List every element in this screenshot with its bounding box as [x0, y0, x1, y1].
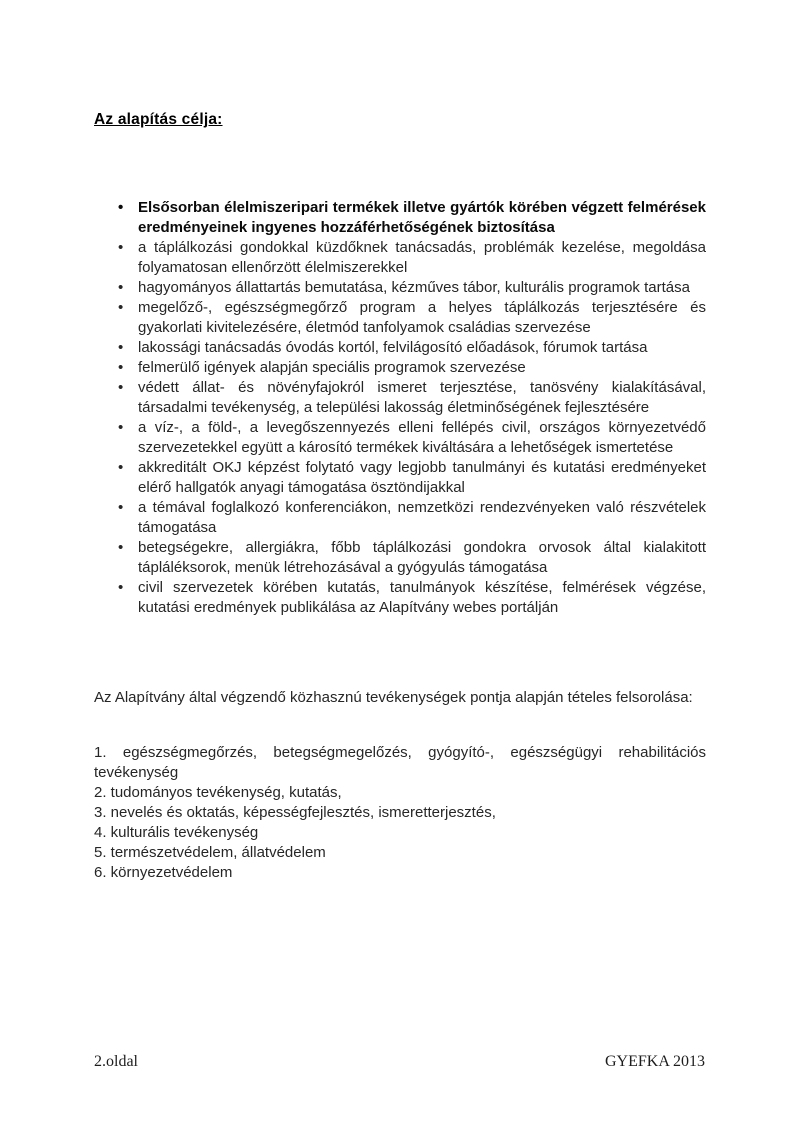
bullet-marker-icon: • [118, 539, 124, 556]
bullet-item-text: betegségekre, allergiákra, főbb táplálkozási gondokra orvosok által kialakitott tápláléksorok, menük létrehozásával a gyógyulás támogatása [138, 539, 706, 576]
bullet-item-text: Elsősorban élelmiszeripari termékek illetve gyártók körében végzett felmérések eredményeinek ingyenes hozzáférhetőségének biztosítása [138, 199, 706, 236]
bullet-marker-icon: • [118, 359, 124, 376]
bullet-item [94, 578, 706, 618]
bullet-marker-icon: • [118, 239, 124, 256]
numbered-item [94, 803, 706, 823]
bullet-item [94, 378, 706, 418]
numbered-item-text: 6. környezetvédelem [94, 864, 233, 881]
bullet-item-text: hagyományos állattartás bemutatása, kézműves tábor, kulturális programok tartása [138, 279, 690, 296]
bullet-marker-icon: • [118, 579, 124, 596]
bullet-item [94, 358, 706, 378]
bullet-marker-icon: • [118, 499, 124, 516]
numbered-item-text: 4. kulturális tevékenység [94, 824, 259, 841]
activities-intro-paragraph: Az Alapítvány által végzendő közhasznú tevékenységek pontja alapján tételes felsorolása: [94, 689, 693, 706]
bullet-item [94, 278, 706, 298]
bullet-item [94, 338, 706, 358]
bullet-item [94, 238, 706, 278]
bullet-marker-icon: • [118, 279, 124, 296]
numbered-item [94, 823, 706, 843]
purpose-bullet-list [94, 198, 706, 618]
bullet-marker-icon: • [118, 199, 124, 216]
bullet-marker-icon: • [118, 379, 124, 396]
bullet-item-text: lakossági tanácsadás óvodás kortól, felvilágosító előadások, fórumok tartása [138, 339, 648, 356]
bullet-item-text: megelőző-, egészségmegőrző program a helyes táplálkozás terjesztésére és gyakorlati kivitelezésére, életmód tanfolyamok családias szervezése [138, 299, 706, 336]
numbered-item [94, 843, 706, 863]
bullet-item-text: civil szervezetek körében kutatás, tanulmányok készítése, felmérések végzése, kutatási eredmények publikálása az Alapítvány webes portálján [138, 579, 706, 616]
page-number: 2.oldal [94, 1053, 138, 1070]
numbered-item [94, 743, 706, 783]
bullet-item-text: védett állat- és növényfajokról ismeret terjesztése, tanösvény kialakításával, társadalmi tevékenység, a települési lakosság életminőségének fejlesztésére [138, 379, 706, 416]
bullet-marker-icon: • [118, 339, 124, 356]
bullet-item-text: felmerülő igények alapján speciális programok szervezése [138, 359, 526, 376]
bullet-item-text: a témával foglalkozó konferenciákon, nemzetközi rendezvényeken való részvételek támogatása [138, 499, 706, 536]
numbered-item-text: 2. tudományos tevékenység, kutatás, [94, 784, 342, 801]
numbered-item [94, 863, 706, 883]
numbered-list [94, 743, 706, 883]
numbered-item-text: 5. természetvédelem, állatvédelem [94, 844, 326, 861]
bullet-item [94, 198, 706, 238]
bullet-marker-icon: • [118, 299, 124, 316]
bullet-item-text: a táplálkozási gondokkal küzdőknek tanácsadás, problémák kezelése, megoldása folyamatosan ellenőrzött élelmiszerekkel [138, 239, 706, 276]
numbered-item [94, 783, 706, 803]
numbered-item-text: 3. nevelés és oktatás, képességfejlesztés, ismeretterjesztés, [94, 804, 496, 821]
bullet-item-text: akkreditált OKJ képzést folytató vagy legjobb tanulmányi és kutatási eredményeket elérő hallgatók anyagi támogatása ösztöndijakkal [138, 459, 706, 496]
bullet-marker-icon: • [118, 419, 124, 436]
numbered-item-text: 1. egészségmegőrzés, betegségmegelőzés, gyógyító-, egészségügyi rehabilitációs tevékenység [94, 744, 706, 781]
bullet-item [94, 418, 706, 458]
section-heading: Az alapítás célja: [94, 111, 223, 128]
footer-code: GYEFKA 2013 [604, 1053, 705, 1070]
bullet-item [94, 458, 706, 498]
bullet-item-text: a víz-, a föld-, a levegőszennyezés elleni fellépés civil, országos környezetvédő szervezetekkel együtt a károsító termékek kiváltására a lehetőségek ismertetése [138, 419, 706, 456]
bullet-marker-icon: • [118, 459, 124, 476]
bullet-item [94, 298, 706, 338]
bullet-item [94, 538, 706, 578]
bullet-item [94, 498, 706, 538]
